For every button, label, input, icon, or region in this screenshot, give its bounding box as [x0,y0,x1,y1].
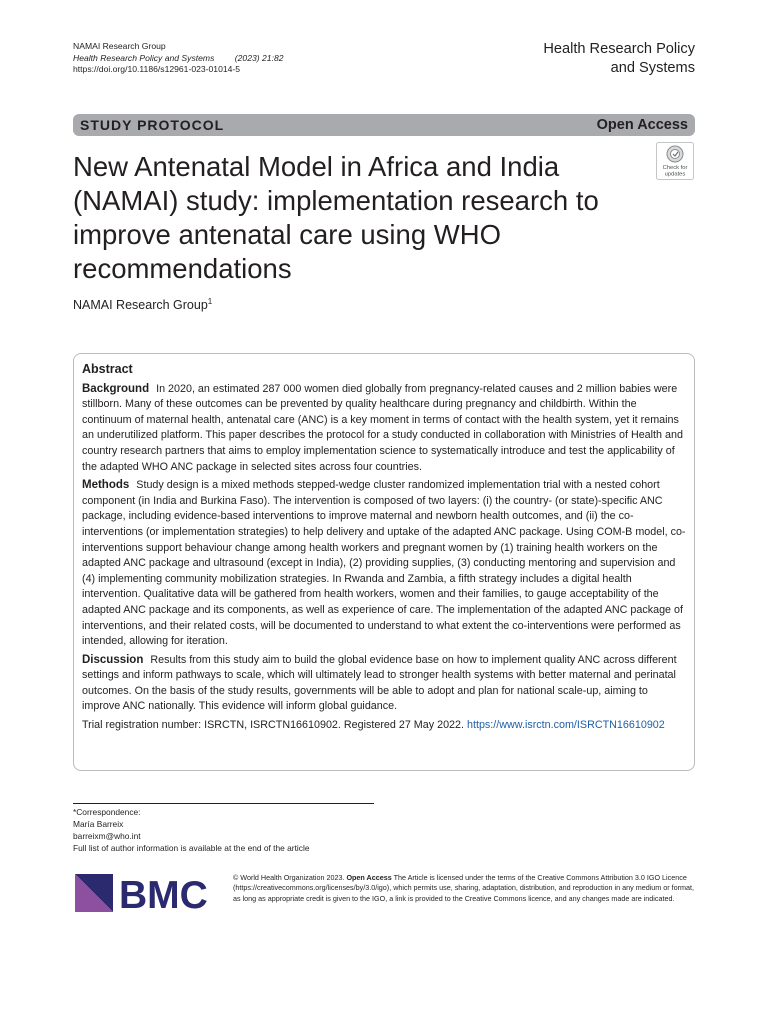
open-access-label: Open Access [596,117,688,133]
methods-paragraph [82,478,686,650]
license-open-access: Open Access [346,873,392,882]
article-type: STUDY PROTOCOL [80,117,225,133]
abstract-heading: Abstract [82,362,133,376]
discussion-text: Results from this study aim to build the global evidence base on how to implement quality ANC across different settings and inform pathways to scale, which will ultimately lead to stronger health systems with better maternal and perinatal outcomes. On the basis of the study results, governments will be able to adopt and plan for national scale-up, aiming to improve ANC nationally. This evidence will inform global guidance. [82,653,677,713]
journal-title-right [543,40,695,78]
badge-line-2: updates [664,171,686,178]
bmc-logo [75,874,215,914]
badge-line-1: Check for [662,165,688,171]
discussion-paragraph [82,653,686,715]
author-group-line: NAMAI Research Group [73,41,166,51]
background-paragraph [82,382,686,476]
copyright-text: © World Health Organization 2023. [233,873,345,882]
doi-link[interactable]: https://doi.org/10.1186/s12961-023-01014-5 [73,64,241,75]
license-text: The Article is licensed under the terms of the Creative Commons Attribution 3.0 IGO Licence (https://creativecommons.org/licenses/by/3.0/igo), which permits use, sharing, adaptation, distribution, and reproduction in any medium or format, as long as appropriate credit is given to the IGO, a link is provided to the Creative Commons licence, and any changes made are indicated. [233,873,695,903]
journal-title-line-1: Health Research Policy [543,41,695,57]
article-metadata [73,41,284,76]
footnote-divider [73,803,374,804]
footnotes [73,806,310,854]
background-label: Background [82,382,150,395]
citation-line [73,53,284,65]
corresponding-author-email[interactable]: barreixm@who.int [73,831,141,841]
license-statement [233,873,695,904]
author-list [73,297,212,312]
corresponding-author-name: María Barreix [73,819,124,829]
methods-text: Study design is a mixed methods stepped-wedge cluster randomized implementation trial with a nested cohort component (in India and Burkina Faso). The intervention is composed of two layers: (i) the country- (or state)-specific ANC package, including evidence-based interventions to improve maternal and newborn health outcomes, and (ii) the co-interventions (or implementation strategies) to help delivery and uptake of the adapted ANC package. Using COM-B model, co-interventions support behaviour change among health workers and pregnant women by (1) training health workers on the adapted ANC package and ultrasound (except in India), (2) providing supplies, (3) conducting mentoring and supervision and (4) implementing community mobilization strategies. In Rwanda and Zambia, a fifth strategy includes a digital health intervention. Qualitative data will be gathered from health workers, women and their families, to gauge acceptability of the adapted ANC package and its components, as well as experience of care. The implementation of the adapted ANC package of interventions, and their related costs, will be documented to understand to what extent the co-interventions were performed as intended, allowing for iteration. [82,479,686,648]
logo-wordmark: BMC [119,874,208,914]
trial-registration-link[interactable]: https://www.isrctn.com/ISRCTN16610902 [467,719,665,732]
year-volume: (2023) 21:82 [234,52,284,63]
journal-name: Health Research Policy and Systems [73,52,215,63]
check-for-updates-icon[interactable] [656,142,694,180]
background-text: In 2020, an estimated 287 000 women died globally from pregnancy-related causes and 2 million babies were stillborn. Many of these outcomes can be prevented by quality healthcare during pregnancy and childbirth. Within the continuum of maternal health, antenatal care (ANC) is a key moment in terms of contact with the health system, yet it remains an underutilized platform. This paper describes the protocol for a study conducted in collaboration with Ministries of Health and country research partners that aims to employ implementation science to systematically introduce and test the applicability of the adapted WHO ANC package in selected sites across four countries. [82,382,683,473]
correspondence-label: *Correspondence: [73,807,141,817]
affiliation-marker: 1 [207,297,213,306]
article-type-band [73,114,695,136]
trial-registration-text: Trial registration number: ISRCTN, ISRCTN16610902. Registered 27 May 2022. [82,719,464,732]
trial-registration-paragraph [82,718,686,734]
article-title: New Antenatal Model in Africa and India (NAMAI) study: implementation research to improve antenatal care using WHO recommendations [73,151,599,284]
methods-label: Methods [82,479,130,492]
discussion-label: Discussion [82,653,144,666]
abstract-box [73,353,695,771]
author-name[interactable]: NAMAI Research Group [73,298,208,313]
author-info-note: Full list of author information is available at the end of the article [73,843,310,853]
journal-title-line-2: and Systems [610,60,695,76]
